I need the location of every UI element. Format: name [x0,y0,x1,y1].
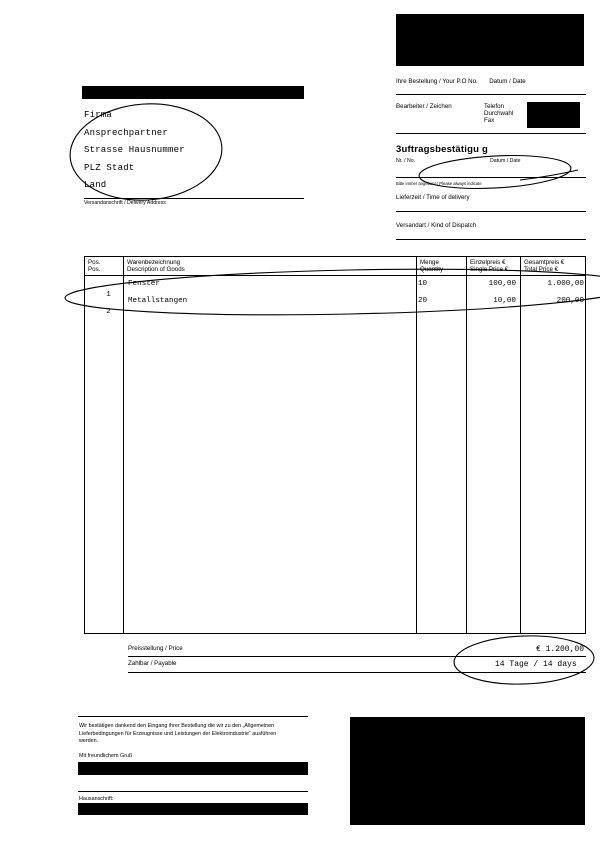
redacted-signature-block [78,762,308,775]
payment-terms: 14 Tage / 14 days [495,660,577,669]
table-header-total-price [524,259,564,274]
header-po-date-row [396,78,586,95]
delivery-time-label: Lieferzeit / Time of delivery [396,194,470,201]
table-header-description [127,259,185,274]
footer-bank-rule [78,791,308,792]
delivery-address-rule [84,198,304,199]
delivery-address-caption: Versandanschrift / Delivery Address [84,200,166,206]
order-date-label: Datum / Date [490,158,521,164]
bank-label: Hausanschrift: [79,796,114,802]
table-col-sep-3 [466,256,467,633]
table-col-sep-1 [123,256,124,633]
fax-label: Fax [484,117,495,124]
order-number-label: Nr. / No. [396,158,416,164]
clerk-label: Bearbeiter / Zeichen [396,103,452,110]
redacted-footer-right-block [350,717,585,825]
header-clerk-rule [396,133,586,134]
table-header-quantity-de: Menge [420,259,439,266]
header-po-labels [396,78,586,86]
cell-description: Metallstangen [128,297,188,305]
header-clerk-row [396,103,586,134]
address-line: Ansprechpartner [84,127,169,138]
order-confirmation-title: 3uftragsbestätigu g [396,144,488,155]
order-number-rule [396,177,586,178]
table-row [88,296,111,329]
cell-quantity: 10 [418,280,428,288]
table-header-pos [88,259,100,274]
table-header-rule [84,275,586,276]
table-left-border [84,256,85,633]
address-line: Land [84,180,107,190]
dispatch-label: Versandart / Kind of Dispatch [396,222,477,229]
redacted-sender-line [82,86,304,99]
delivery-time-row [396,194,586,212]
price-label: Preisstellung / Price [128,645,183,652]
cell-description: Fenster [128,280,160,288]
redacted-logo-block [396,14,584,66]
greeting-text: Mit freundlichem Gruß [79,753,133,759]
table-header-description-de: Warenbezeichnung [127,259,181,266]
table-col-sep-4 [520,256,521,633]
order-number-row [396,158,586,187]
table-header-single-price [470,259,508,274]
table-header-total-price-de: Gesamtpreis € [524,259,565,266]
footer-top-rule [78,716,308,717]
address-line: Strasse Hausnummer [84,145,185,155]
extension-label: Durchwahl [484,110,514,117]
table-header-quantity-en: Quantity [420,266,444,274]
table-bottom-rule [84,633,586,634]
delivery-address-block [84,107,314,195]
always-quote-note: Bitte immer angeben! / Please always indicate [396,181,482,186]
confirmation-paragraph: Wir bestätigen dankend den Eingang ihrer Bestellung die wir zu den „Allgemeinen Lieferbedingungen für Erzeugnisse und Leistungen der Elektroindustrie“ ausführen werden. [79,723,277,745]
telephone-label: Telefon [484,103,504,110]
payable-label: Zahlbar / Payable [128,660,177,667]
delivery-time-rule [396,211,586,212]
table-col-sep-2 [416,256,417,633]
table-header-pos-en: Pos. [88,266,101,274]
your-po-no-label: Ihre Bestellung / Your P.O No. [396,78,478,85]
table-header-single-price-de: Einzelpreis € [470,259,506,266]
table-header-pos-de: Pos. [88,259,101,266]
address-line: Firma [84,110,113,120]
document-page: Ihre Bestellung / Your P.O No. Datum / Date Bearbeiter / Zeichen Telefon Durchwahl Fax 3uftragsbestätigu g Nr. / No. Datum / Date Bitte immer angeben! / Please always indicate Lieferzeit / Time of delivery Versandart / Kind of Dispatch Firma Ansprechpartner Strasse Hausnummer PLZ Stadt Land Versandanschrift / Delivery Address Pos. Pos. Warenbezeichnung Description of Goods Menge Quantity Einzelpreis € Single Price € Gesamtpreis € Total Price € 1 Fenster 10 100,00 1.000,00 2 Metallstangen 20 10,00 200,00 Preisstellung / Price Zahlbar / Payable 1.200,00 € 14 Tage / 14 days Wir bestätigen dankend den Eingang ihrer Bestellung die wir zu den „Allgemeinen Lieferbedingungen für Erzeugnisse und Leistungen der Elektroindustrie“ ausführen werden. Mit freundlichem Gruß Hausanschrift: [0,0,600,842]
table-right-border [585,256,586,633]
redacted-bank-block [78,803,308,815]
cell-pos: 1 [106,291,111,299]
cell-quantity: 20 [418,297,428,305]
date-label: Datum / Date [489,78,526,85]
payable-rule [128,672,586,673]
header-po-rule [396,94,586,95]
table-header-quantity [420,259,443,274]
dispatch-row [396,222,586,240]
dispatch-rule [396,239,586,240]
table-header-description-en: Description of Goods [127,266,185,274]
redacted-phone-block [527,102,580,128]
table-header-single-price-en: Single Price € [470,266,509,274]
table-top-rule [84,256,586,257]
cell-pos: 2 [106,308,111,316]
address-line: PLZ Stadt [84,162,135,173]
table-header-total-price-en: Total Price € [524,266,559,274]
